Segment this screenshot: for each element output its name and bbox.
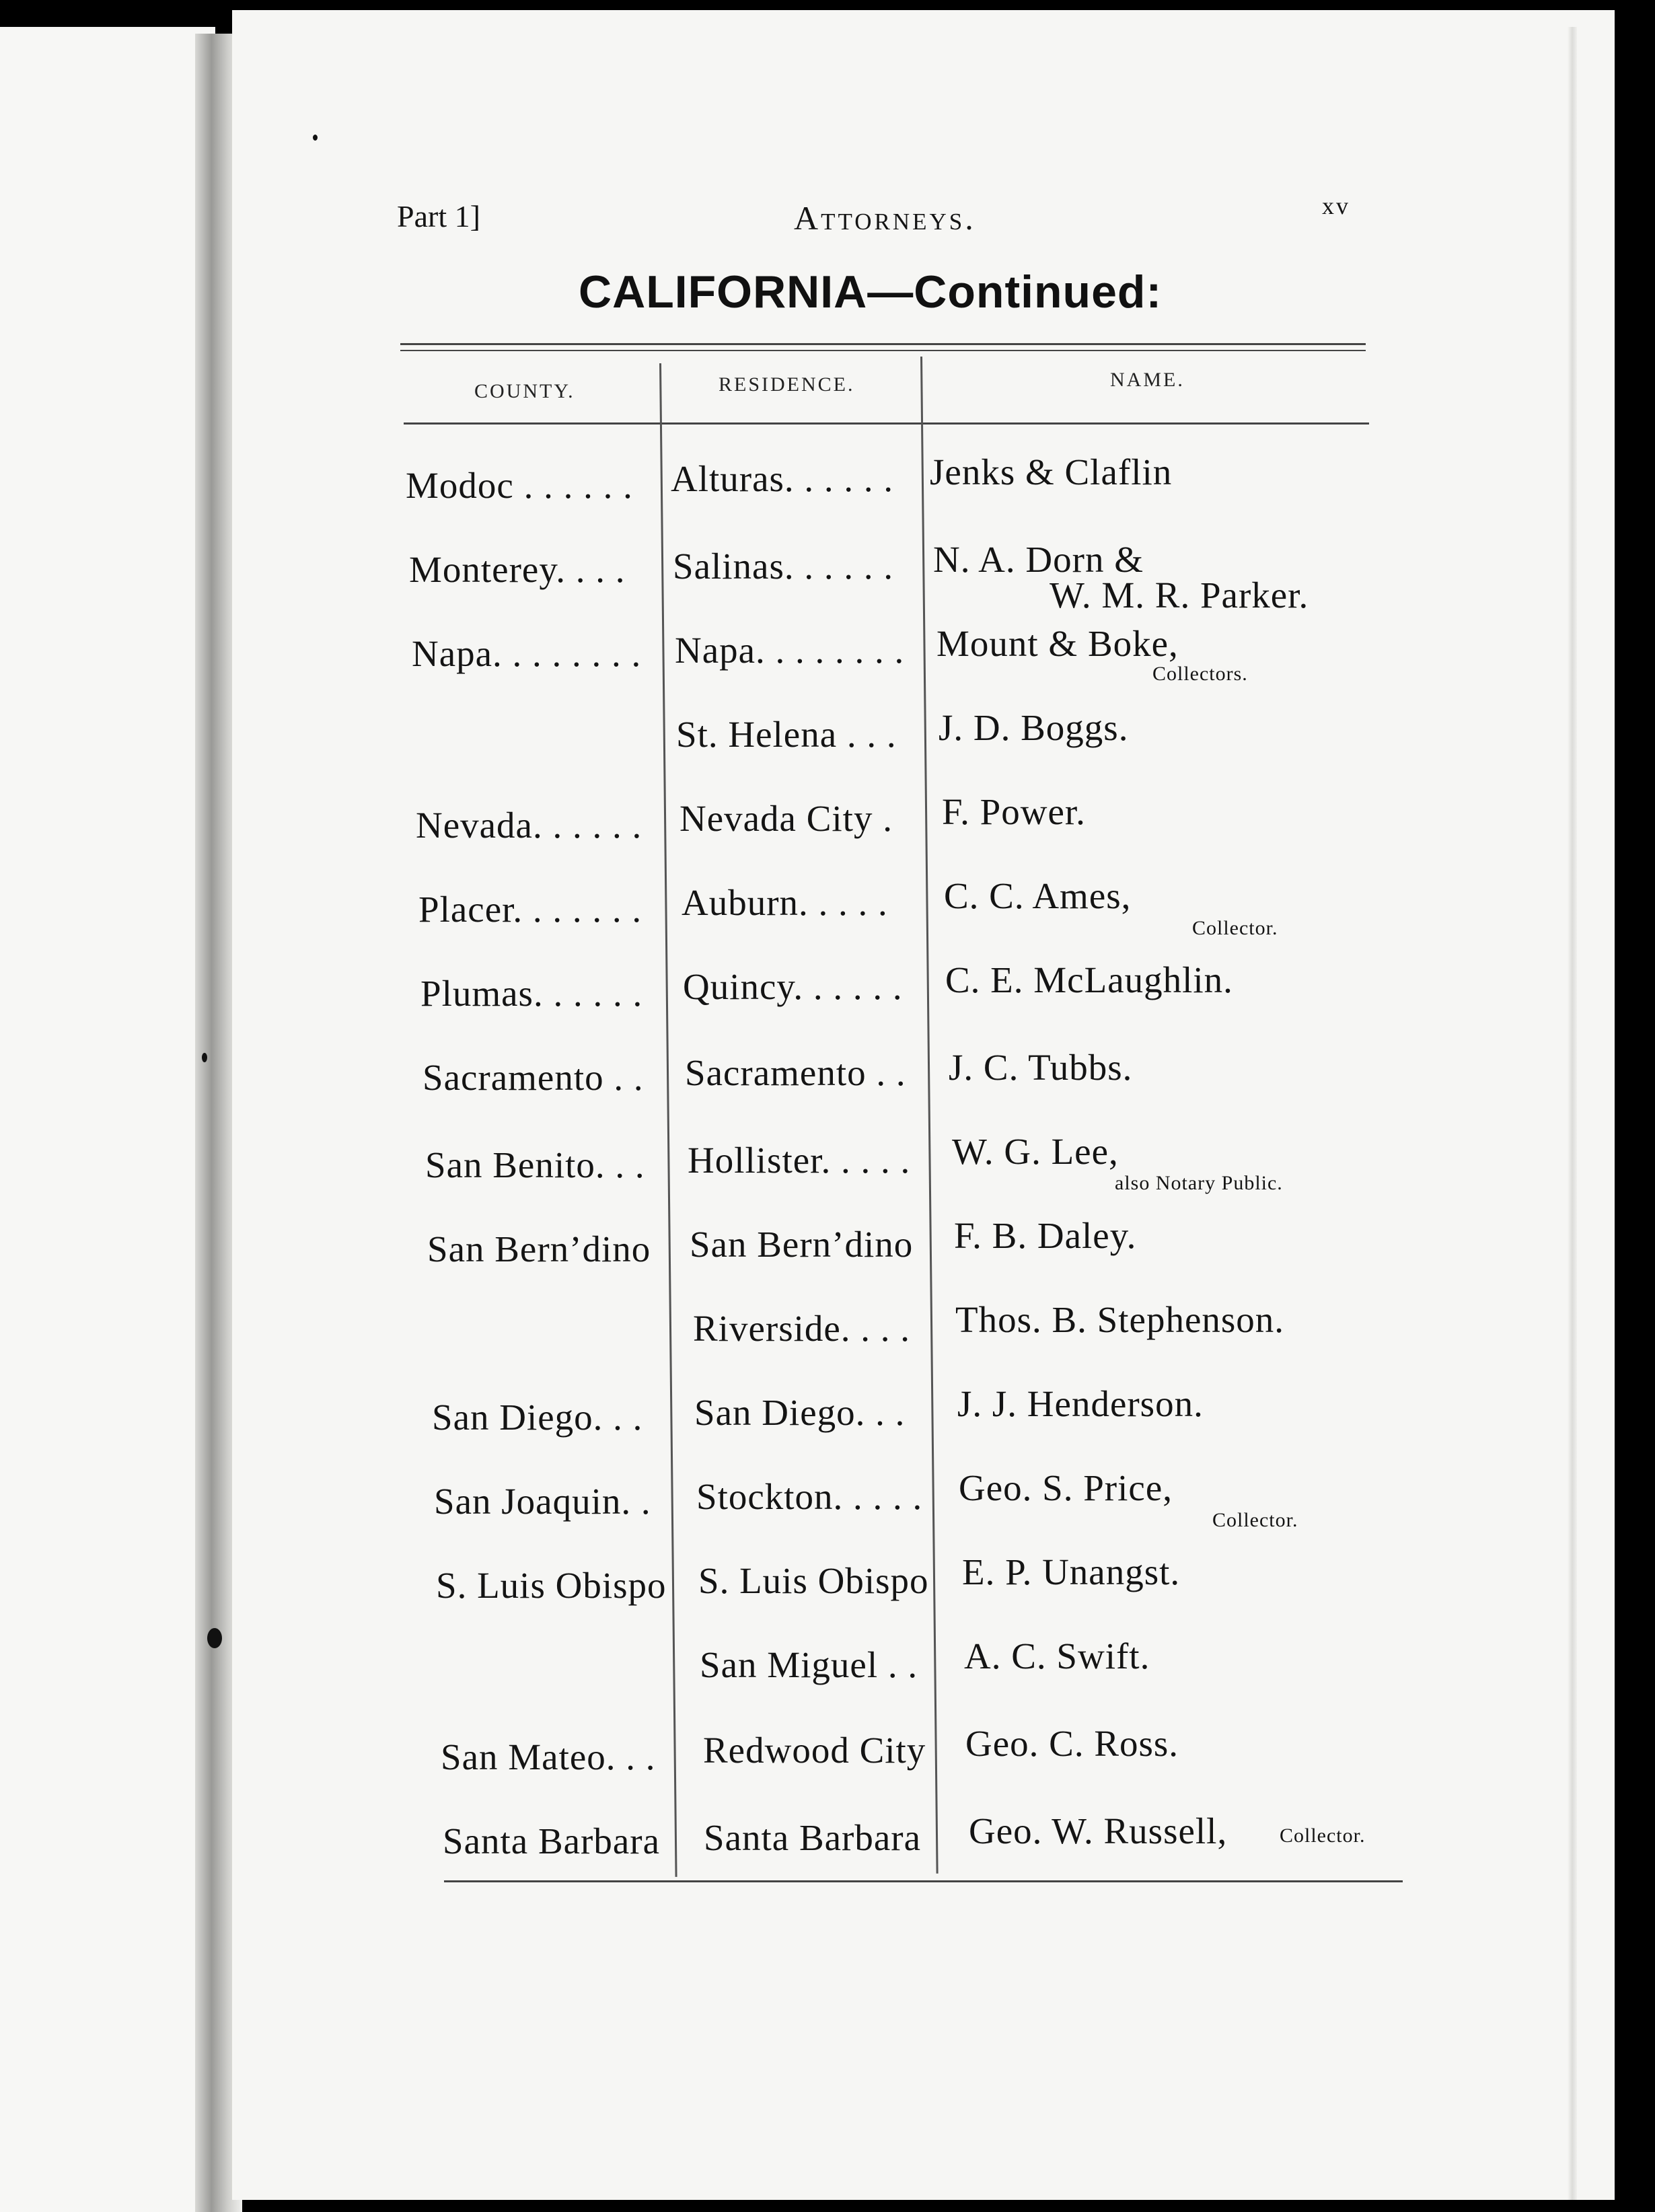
column-header-name: NAME.: [1110, 369, 1185, 391]
county-cell: San Bern’dino: [427, 1228, 651, 1269]
name-cell: Thos. B. Stephenson.: [955, 1299, 1285, 1340]
page: [232, 10, 1615, 2200]
name-cell: Jenks & Claflin: [930, 451, 1173, 492]
running-head-part: Part 1]: [397, 199, 480, 233]
column-header-county: COUNTY.: [474, 380, 575, 402]
residence-cell: Nevada City .: [679, 798, 893, 839]
county-cell: San Mateo. . .: [441, 1736, 656, 1777]
title-rule: [400, 343, 1366, 345]
facing-page: [0, 27, 215, 2212]
county-cell: S. Luis Obispo: [436, 1565, 667, 1606]
residence-cell: San Diego. . .: [694, 1392, 906, 1433]
residence-cell: Salinas. . . . . .: [673, 546, 894, 587]
name-note: Collector.: [1212, 1509, 1298, 1531]
title-rule: [400, 350, 1366, 351]
county-cell: San Diego. . .: [432, 1397, 643, 1438]
name-cell: E. P. Unangst.: [962, 1551, 1181, 1592]
speck: [202, 1053, 207, 1062]
name-cell: Geo. S. Price,: [959, 1467, 1173, 1508]
running-head-section: Attorneys.: [794, 199, 976, 237]
residence-cell: Sacramento . .: [685, 1052, 906, 1093]
county-cell: Nevada. . . . . .: [416, 805, 642, 846]
header-rule: [404, 422, 1369, 425]
column-header-residence: RESIDENCE.: [719, 373, 855, 396]
name-cell: N. A. Dorn &: [933, 539, 1144, 580]
county-cell: Monterey. . . .: [409, 549, 626, 590]
name-note: Collector.: [1280, 1824, 1366, 1847]
name-cell: J. C. Tubbs.: [949, 1047, 1133, 1088]
name-cell: Geo. W. Russell,: [969, 1810, 1228, 1851]
page-number: xv: [1322, 192, 1350, 219]
name-cell: F. Power.: [942, 791, 1086, 832]
name-cell: C. C. Ames,: [944, 875, 1132, 916]
name-cell: Geo. C. Ross.: [965, 1723, 1179, 1764]
name-note: Collectors.: [1152, 663, 1248, 685]
name-cell: F. B. Daley.: [954, 1215, 1137, 1256]
page-edge: [1568, 27, 1577, 2200]
county-cell: Sacramento . .: [422, 1057, 644, 1098]
name-cell: J. D. Boggs.: [939, 707, 1129, 748]
name-note: Collector.: [1192, 917, 1278, 939]
name-cell: J. J. Henderson.: [957, 1383, 1204, 1424]
residence-cell: Santa Barbara: [704, 1817, 921, 1858]
county-cell: Napa. . . . . . . .: [412, 633, 642, 674]
county-cell: San Benito. . .: [425, 1144, 645, 1185]
county-cell: Santa Barbara: [443, 1820, 660, 1861]
residence-cell: Redwood City: [703, 1730, 926, 1771]
name-cell: A. C. Swift.: [964, 1635, 1150, 1676]
county-cell: San Joaquin. .: [434, 1481, 651, 1522]
footer-rule: [444, 1880, 1403, 1882]
residence-cell: San Miguel . .: [700, 1644, 918, 1685]
speck: [207, 1628, 222, 1648]
county-cell: Placer. . . . . . .: [418, 889, 642, 930]
county-cell: Plumas. . . . . .: [420, 973, 643, 1014]
residence-cell: Stockton. . . . .: [696, 1476, 923, 1517]
name-cell-continued: W. M. R. Parker.: [1050, 575, 1309, 616]
residence-cell: S. Luis Obispo: [698, 1560, 929, 1601]
residence-cell: Alturas. . . . . .: [671, 458, 894, 499]
name-cell: C. E. McLaughlin.: [945, 959, 1233, 1000]
residence-cell: San Bern’dino: [690, 1224, 914, 1265]
page-title: CALIFORNIA—Continued:: [579, 266, 1163, 318]
name-cell: W. G. Lee,: [952, 1131, 1119, 1172]
name-note: also Notary Public.: [1115, 1172, 1283, 1194]
residence-cell: Napa. . . . . . . .: [675, 630, 905, 671]
residence-cell: Riverside. . . .: [693, 1308, 911, 1349]
speck: [313, 135, 318, 141]
residence-cell: St. Helena . . .: [676, 714, 897, 755]
county-cell: Modoc . . . . . .: [406, 465, 633, 506]
residence-cell: Auburn. . . . .: [682, 882, 888, 923]
residence-cell: Hollister. . . . .: [688, 1140, 911, 1181]
name-cell: Mount & Boke,: [936, 623, 1179, 664]
residence-cell: Quincy. . . . . .: [683, 966, 903, 1007]
